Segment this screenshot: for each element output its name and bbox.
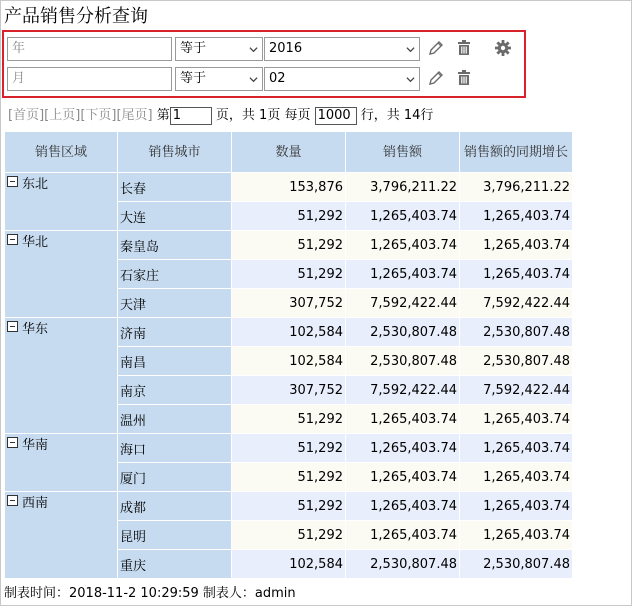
- region-cell: [5, 173, 118, 231]
- region-cell: [5, 318, 118, 434]
- month-value-select[interactable]: [264, 67, 420, 91]
- year-field-input[interactable]: 年: [7, 37, 172, 61]
- page-info: 页，共 1页 每页: [215, 108, 311, 123]
- growth-cell: 1,265,403.74: [460, 521, 573, 550]
- collapse-toggle-icon[interactable]: [7, 437, 18, 448]
- sales-table: [4, 131, 573, 579]
- city-cell: 天津: [118, 289, 232, 318]
- edit-pencil-icon[interactable]: [427, 69, 445, 87]
- chevron-down-icon: [406, 45, 415, 54]
- growth-cell: 7,592,422.44: [460, 289, 573, 318]
- table-row: [5, 434, 573, 463]
- table-row: [5, 492, 573, 521]
- city-cell: 南京: [118, 376, 232, 405]
- operator-value: 等于: [180, 71, 207, 86]
- collapse-toggle-icon[interactable]: [7, 234, 18, 245]
- city-cell: 海口: [118, 434, 232, 463]
- header-quantity[interactable]: 数量: [232, 132, 346, 173]
- region-label: 华南: [22, 438, 49, 453]
- region-cell: [5, 231, 118, 318]
- region-label: 华东: [22, 322, 49, 337]
- quantity-cell: 307,752: [232, 289, 346, 318]
- year-value-select[interactable]: [264, 37, 420, 61]
- growth-cell: 1,265,403.74: [460, 202, 573, 231]
- sales-cell: 3,796,211.22: [346, 173, 460, 202]
- growth-cell: 1,265,403.74: [460, 260, 573, 289]
- report-footer: 制表时间：2018-11-2 10:29:59 制表人：admin: [4, 586, 296, 601]
- quantity-cell: 51,292: [232, 434, 346, 463]
- quantity-cell: 51,292: [232, 260, 346, 289]
- city-cell: 厦门: [118, 463, 232, 492]
- city-cell: 大连: [118, 202, 232, 231]
- table-body: [5, 173, 573, 579]
- sales-cell: 2,530,807.48: [346, 550, 460, 579]
- sales-cell: 7,592,422.44: [346, 376, 460, 405]
- quantity-cell: 51,292: [232, 231, 346, 260]
- sales-cell: 2,530,807.48: [346, 347, 460, 376]
- last-page-link[interactable]: [尾页]: [116, 108, 153, 123]
- rows-info: 行，共 14行: [360, 108, 434, 123]
- growth-cell: 1,265,403.74: [460, 463, 573, 492]
- growth-cell: 3,796,211.22: [460, 173, 573, 202]
- page-title: 产品销售分析查询: [4, 6, 148, 27]
- region-label: 华北: [22, 235, 49, 250]
- table-header-row: [5, 132, 573, 173]
- growth-cell: 1,265,403.74: [460, 405, 573, 434]
- header-region[interactable]: 销售区域: [5, 132, 118, 173]
- sales-cell: 1,265,403.74: [346, 434, 460, 463]
- sales-cell: 1,265,403.74: [346, 405, 460, 434]
- quantity-cell: 102,584: [232, 347, 346, 376]
- month-operator-select[interactable]: [175, 67, 263, 91]
- growth-cell: 7,592,422.44: [460, 376, 573, 405]
- sales-cell: 1,265,403.74: [346, 260, 460, 289]
- region-cell: [5, 434, 118, 492]
- page-size-input[interactable]: 1000: [315, 107, 357, 125]
- growth-cell: 1,265,403.74: [460, 434, 573, 463]
- city-cell: 昆明: [118, 521, 232, 550]
- next-page-link[interactable]: [下页]: [80, 108, 117, 123]
- table-row: [5, 231, 573, 260]
- quantity-cell: 51,292: [232, 405, 346, 434]
- region-cell: [5, 492, 118, 579]
- filter-panel: [2, 30, 526, 98]
- city-cell: 长春: [118, 173, 232, 202]
- city-cell: 重庆: [118, 550, 232, 579]
- growth-cell: 2,530,807.48: [460, 318, 573, 347]
- sales-cell: 1,265,403.74: [346, 202, 460, 231]
- quantity-cell: 51,292: [232, 463, 346, 492]
- month-value: 02: [269, 71, 286, 86]
- edit-pencil-icon[interactable]: [427, 39, 445, 57]
- quantity-cell: 102,584: [232, 550, 346, 579]
- delete-trash-icon[interactable]: [455, 39, 473, 57]
- city-cell: 石家庄: [118, 260, 232, 289]
- sales-cell: 2,530,807.48: [346, 318, 460, 347]
- page-prefix: 第: [156, 108, 170, 123]
- table-row: [5, 318, 573, 347]
- header-city[interactable]: 销售城市: [118, 132, 232, 173]
- first-page-link[interactable]: [首页]: [8, 108, 45, 123]
- table-row: [5, 173, 573, 202]
- quantity-cell: 51,292: [232, 202, 346, 231]
- growth-cell: 1,265,403.74: [460, 492, 573, 521]
- city-cell: 成都: [118, 492, 232, 521]
- chevron-down-icon: [249, 75, 258, 84]
- operator-value: 等于: [180, 41, 207, 56]
- quantity-cell: 51,292: [232, 521, 346, 550]
- growth-cell: 2,530,807.48: [460, 347, 573, 376]
- header-growth[interactable]: 销售额的同期增长: [460, 132, 573, 173]
- growth-cell: 2,530,807.48: [460, 550, 573, 579]
- city-cell: 济南: [118, 318, 232, 347]
- delete-trash-icon[interactable]: [455, 69, 473, 87]
- quantity-cell: 307,752: [232, 376, 346, 405]
- city-cell: 秦皇岛: [118, 231, 232, 260]
- month-field-input[interactable]: 月: [7, 67, 172, 91]
- sales-cell: 1,265,403.74: [346, 463, 460, 492]
- sales-cell: 1,265,403.74: [346, 492, 460, 521]
- growth-cell: 1,265,403.74: [460, 231, 573, 260]
- gear-settings-icon[interactable]: [494, 39, 512, 57]
- sales-cell: 1,265,403.74: [346, 521, 460, 550]
- year-operator-select[interactable]: [175, 37, 263, 61]
- year-value: 2016: [269, 41, 303, 56]
- collapse-toggle-icon[interactable]: [7, 495, 18, 506]
- city-cell: 南昌: [118, 347, 232, 376]
- quantity-cell: 102,584: [232, 318, 346, 347]
- quantity-cell: 51,292: [232, 492, 346, 521]
- region-label: 西南: [22, 496, 49, 511]
- chevron-down-icon: [406, 75, 415, 84]
- region-label: 东北: [22, 177, 49, 192]
- collapse-toggle-icon[interactable]: [7, 321, 18, 332]
- city-cell: 温州: [118, 405, 232, 434]
- sales-cell: 7,592,422.44: [346, 289, 460, 318]
- pagination-bar: [8, 106, 433, 126]
- prev-page-link[interactable]: [上页]: [44, 108, 81, 123]
- sales-cell: 1,265,403.74: [346, 231, 460, 260]
- collapse-toggle-icon[interactable]: [7, 176, 18, 187]
- chevron-down-icon: [249, 45, 258, 54]
- header-sales[interactable]: 销售额: [346, 132, 460, 173]
- quantity-cell: 153,876: [232, 173, 346, 202]
- page-number-input[interactable]: 1: [170, 107, 212, 125]
